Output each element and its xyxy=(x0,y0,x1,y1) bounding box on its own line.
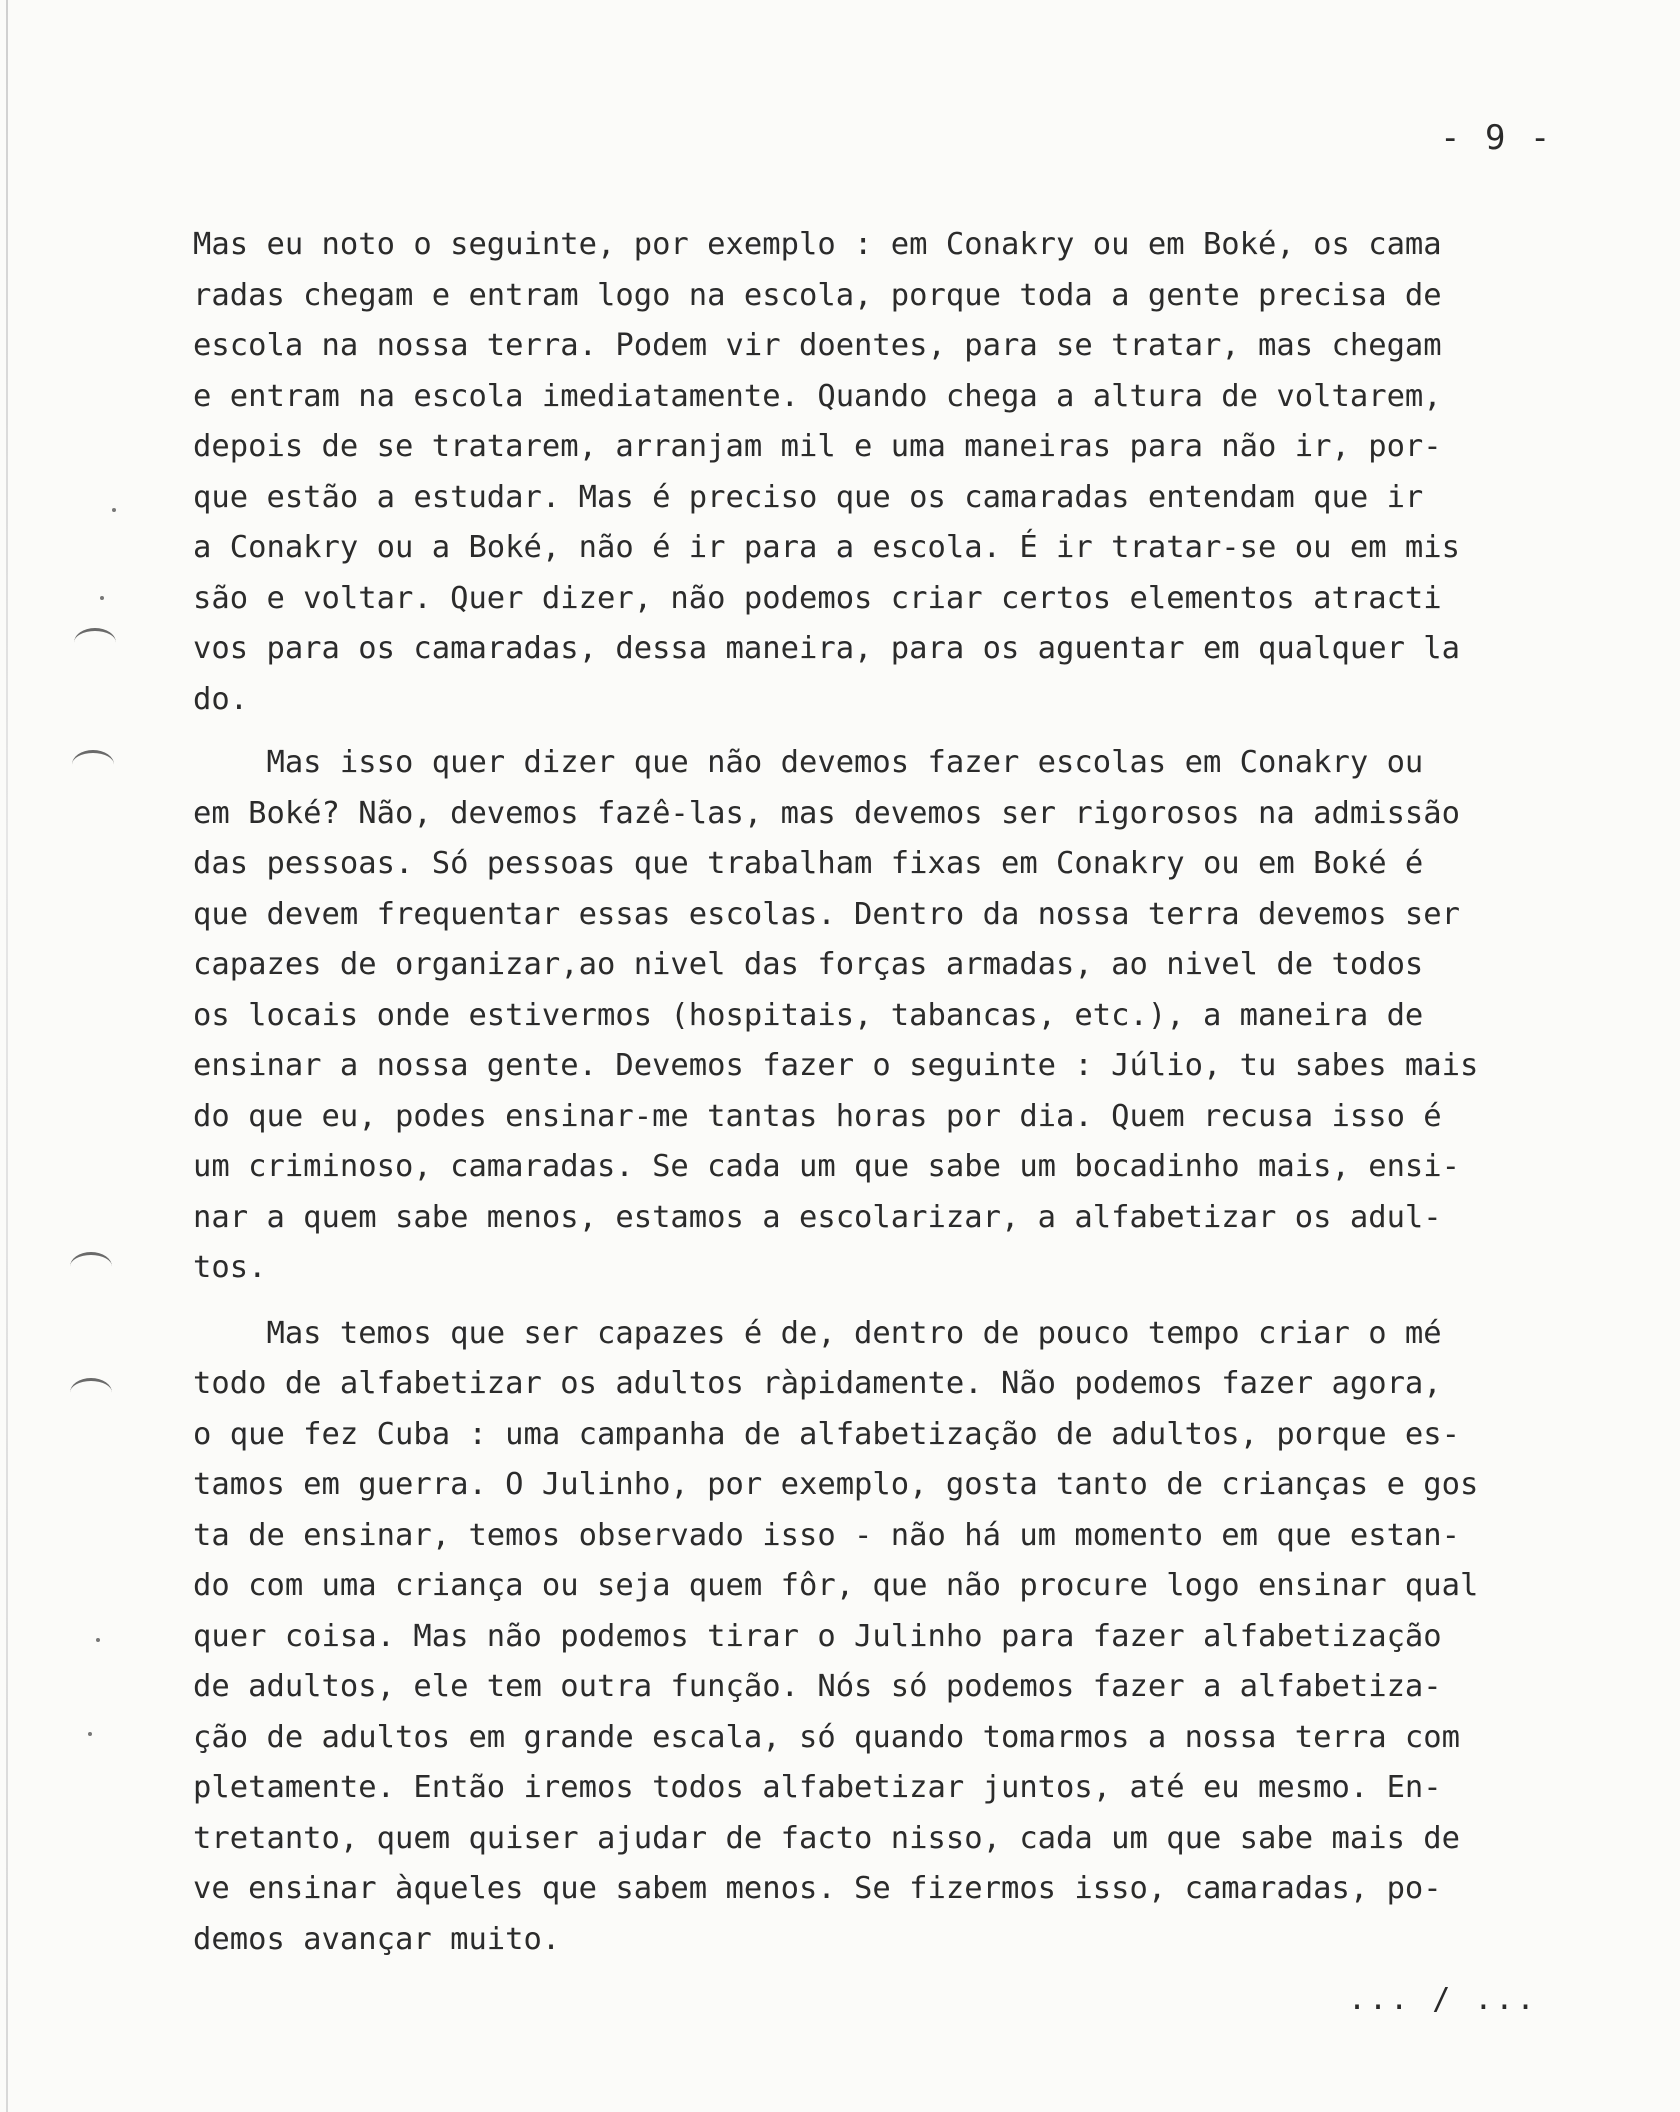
text-line: escola na nossa terra. Podem vir doentes, para se tratar, mas chegam xyxy=(193,328,1442,363)
text-line: depois de se tratarem, arranjam mil e uma maneiras para não ir, por- xyxy=(193,429,1442,464)
paragraph xyxy=(193,738,1613,1294)
text-line: ção de adultos em grande escala, só quando tomarmos a nossa terra com xyxy=(193,1719,1461,1755)
text-line: um criminoso, camaradas. Se cada um que sabe um bocadinho mais, ensi- xyxy=(193,1149,1461,1184)
text-line: Mas eu noto o seguinte, por exemplo : em Conakry ou em Boké, os cama xyxy=(193,227,1442,262)
text-line: que estão a estudar. Mas é preciso que os camaradas entendam que ir xyxy=(193,479,1424,515)
text-line: que devem frequentar essas escolas. Dentro da nossa terra devemos ser xyxy=(193,896,1461,932)
text-line: do com uma criança ou seja quem fôr, que não procure logo ensinar qual xyxy=(193,1568,1479,1603)
text-line: são e voltar. Quer dizer, não podemos criar certos elementos atracti xyxy=(193,580,1442,616)
margin-mark xyxy=(70,1252,112,1281)
margin-dot xyxy=(112,508,116,512)
text-line: em Boké? Não, devemos fazê-las, mas devemos ser rigorosos na admissão xyxy=(193,795,1461,831)
text-line: todo de alfabetizar os adultos ràpidamente. Não podemos fazer agora, xyxy=(193,1366,1442,1401)
text-line: capazes de organizar,ao nivel das forças armadas, ao nivel de todos xyxy=(193,947,1424,982)
margin-mark xyxy=(74,628,116,657)
text-line: ta de ensinar, temos observado isso - não há um momento em que estan- xyxy=(193,1517,1461,1553)
text-line: tamos em guerra. O Julinho, por exemplo, gosta tanto de crianças e gos xyxy=(193,1467,1479,1502)
text-line: tos. xyxy=(193,1250,267,1285)
text-line: o que fez Cuba : uma campanha de alfabetização de adultos, porque es- xyxy=(193,1416,1461,1452)
text-line: e entram na escola imediatamente. Quando chega a altura de voltarem, xyxy=(193,378,1442,414)
page-number: - 9 - xyxy=(1440,118,1553,158)
text-line: de adultos, ele tem outra função. Nós só podemos fazer a alfabetiza- xyxy=(193,1669,1442,1704)
text-line: do que eu, podes ensinar-me tantas horas por dia. Quem recusa isso é xyxy=(193,1098,1442,1134)
margin-mark xyxy=(72,750,114,779)
margin-dot xyxy=(96,1638,100,1642)
text-line: Mas isso quer dizer que não devemos fazer escolas em Conakry ou xyxy=(193,745,1424,780)
text-line: ensinar a nossa gente. Devemos fazer o seguinte : Júlio, tu sabes mais xyxy=(193,1048,1479,1083)
text-line: tretanto, quem quiser ajudar de facto nisso, cada um que sabe mais de xyxy=(193,1820,1461,1856)
text-line: quer coisa. Mas não podemos tirar o Julinho para fazer alfabetização xyxy=(193,1618,1442,1654)
text-line: nar a quem sabe menos, estamos a escolarizar, a alfabetizar os adul- xyxy=(193,1199,1442,1235)
text-line: Mas temos que ser capazes é de, dentro de pouco tempo criar o mé xyxy=(193,1315,1442,1351)
text-line: os locais onde estivermos (hospitais, tabancas, etc.), a maneira de xyxy=(193,997,1424,1033)
body-text xyxy=(193,220,1613,1965)
margin-dot xyxy=(100,596,104,600)
text-line: vos para os camaradas, dessa maneira, para os aguentar em qualquer la xyxy=(193,631,1461,666)
continuation-marker: ... / ... xyxy=(1348,1982,1538,2017)
text-line: demos avançar muito. xyxy=(193,1921,561,1957)
text-line: do. xyxy=(193,681,249,717)
margin-dot xyxy=(88,1732,92,1736)
paragraph xyxy=(193,220,1613,725)
text-line: a Conakry ou a Boké, não é ir para a escola. É ir tratar-se ou em mis xyxy=(193,530,1461,565)
margin-mark xyxy=(70,1378,112,1407)
text-line: das pessoas. Só pessoas que trabalham fixas em Conakry ou em Boké é xyxy=(193,846,1424,881)
text-line: radas chegam e entram logo na escola, porque toda a gente precisa de xyxy=(193,277,1442,313)
paragraph xyxy=(193,1309,1613,1966)
text-line: ve ensinar àqueles que sabem menos. Se fizermos isso, camaradas, po- xyxy=(193,1871,1442,1906)
text-line: pletamente. Então iremos todos alfabetizar juntos, até eu mesmo. En- xyxy=(193,1770,1442,1805)
scan-edge xyxy=(6,0,8,2112)
